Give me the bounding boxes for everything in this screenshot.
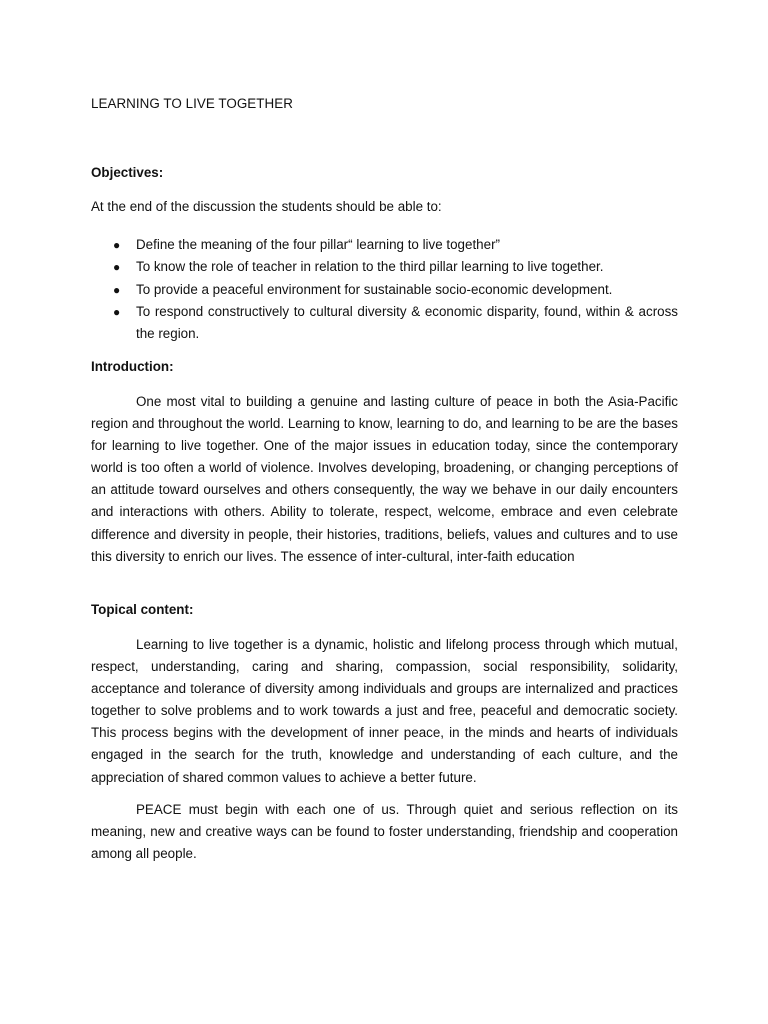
list-item <box>91 256 678 278</box>
topical-content-heading: Topical content: <box>91 602 194 617</box>
list-item-text: To respond constructively to cultural diversity & economic disparity, found, within & across the region. <box>136 303 678 342</box>
bullet-icon: ● <box>113 282 121 297</box>
objectives-lead: At the end of the discussion the students should be able to: <box>91 199 442 214</box>
list-item <box>91 234 678 256</box>
list-item-text: To provide a peaceful environment for sustainable socio-economic development. <box>136 281 613 297</box>
introduction-heading: Introduction: <box>91 359 174 374</box>
topical-content-paragraph-1: Learning to live together is a dynamic, holistic and lifelong process through which mutual, respect, understanding, caring and sharing, compassion, social responsibility, solidarity, acceptance and tolerance of diversity among individuals and groups are internalized and practices together to solve problems and to work towards a just and free, peaceful and democratic society. This process begins with the development of inner peace, in the minds and hearts of individuals engaged in the search for the truth, knowledge and understanding of each culture, and the appreciation of shared common values to achieve a better future. <box>91 637 678 785</box>
list-item-text: Define the meaning of the four pillar“ learning to live together” <box>136 237 500 252</box>
list-item <box>91 301 678 346</box>
bullet-icon: ● <box>113 260 121 275</box>
bullet-icon: ● <box>113 304 121 319</box>
objectives-list <box>91 234 678 345</box>
list-item-text: To know the role of teacher in relation to the third pillar learning to live together. <box>136 259 604 275</box>
topical-content-paragraph-2: PEACE must begin with each one of us. Through quiet and serious reflection on its meaning, new and creative ways can be found to foster understanding, friendship and cooperation among all people. <box>91 802 678 862</box>
objectives-heading: Objectives: <box>91 165 164 180</box>
bullet-icon: ● <box>113 238 121 252</box>
introduction-paragraph: One most vital to building a genuine and lasting culture of peace in both the Asia-Pacific region and throughout the world. Learning to know, learning to do, and learning to be are the bases for learning to live together. One of the major issues in education today, since the contemporary world is too often a world of violence. Involves developing, broadening, or changing perceptions of an attitude toward ourselves and others consequently, the way we behave in our daily encounters and interactions with others. Ability to tolerate, respect, welcome, embrace and even celebrate difference and diversity in people, their histories, traditions, beliefs, values and cultures and to use this diversity to enrich our lives. The essence of inter-cultural, inter-faith education <box>91 394 678 564</box>
list-item <box>91 279 678 301</box>
document-title: LEARNING TO LIVE TOGETHER <box>91 96 293 111</box>
